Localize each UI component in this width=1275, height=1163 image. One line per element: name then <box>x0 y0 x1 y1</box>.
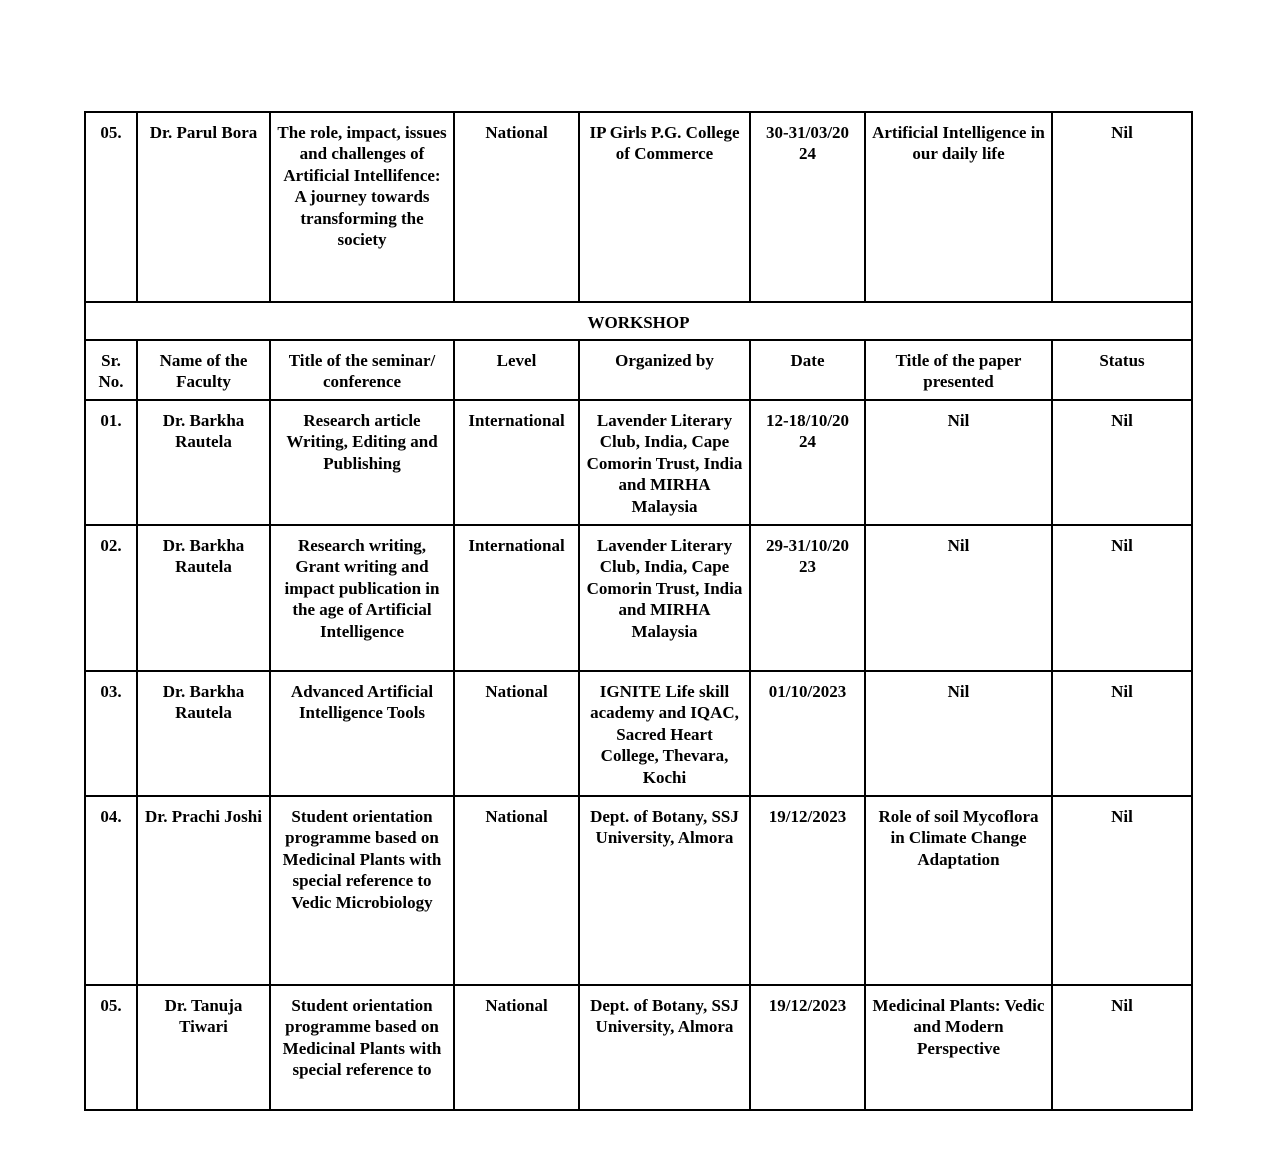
title-cell: Student orientation programme based on Medicinal Plants with special reference to Vedic Microbiology <box>270 796 454 985</box>
sr-no-cell: 01. <box>85 400 137 525</box>
faculty-cell: Dr. Parul Bora <box>137 112 270 302</box>
level-cell: National <box>454 112 579 302</box>
date-cell: 30-31/03/20 24 <box>750 112 865 302</box>
date-cell: 01/10/2023 <box>750 671 865 796</box>
paper-cell: Nil <box>865 400 1052 525</box>
header-date: Date <box>750 340 865 400</box>
paper-cell: Medicinal Plants: Vedic and Modern Perspective <box>865 985 1052 1110</box>
status-cell: Nil <box>1052 671 1192 796</box>
header-faculty: Name of the Faculty <box>137 340 270 400</box>
title-cell: Research article Writing, Editing and Publishing <box>270 400 454 525</box>
section-title: WORKSHOP <box>85 302 1192 340</box>
sr-no-cell: 04. <box>85 796 137 985</box>
sr-no-cell: 05. <box>85 985 137 1110</box>
header-level: Level <box>454 340 579 400</box>
faculty-cell: Dr. Barkha Rautela <box>137 400 270 525</box>
sr-no-cell: 03. <box>85 671 137 796</box>
table-row <box>85 525 1192 671</box>
header-paper: Title of the paper presented <box>865 340 1052 400</box>
faculty-cell: Dr. Barkha Rautela <box>137 525 270 671</box>
sr-no-cell: 02. <box>85 525 137 671</box>
organizer-cell: Dept. of Botany, SSJ University, Almora <box>579 985 750 1110</box>
date-cell: 19/12/2023 <box>750 796 865 985</box>
level-cell: International <box>454 400 579 525</box>
table-row <box>85 112 1192 302</box>
organizer-cell: IGNITE Life skill academy and IQAC, Sacred Heart College, Thevara, Kochi <box>579 671 750 796</box>
header-row <box>85 340 1192 400</box>
level-cell: National <box>454 985 579 1110</box>
status-cell: Nil <box>1052 112 1192 302</box>
status-cell: Nil <box>1052 400 1192 525</box>
date-cell: 19/12/2023 <box>750 985 865 1110</box>
organizer-cell: IP Girls P.G. College of Commerce <box>579 112 750 302</box>
header-status: Status <box>1052 340 1192 400</box>
date-cell: 12-18/10/20 24 <box>750 400 865 525</box>
paper-cell: Role of soil Mycoflora in Climate Change Adaptation <box>865 796 1052 985</box>
table-row <box>85 671 1192 796</box>
header-organized-by: Organized by <box>579 340 750 400</box>
level-cell: National <box>454 796 579 985</box>
paper-cell: Artificial Intelligence in our daily life <box>865 112 1052 302</box>
workshop-table <box>84 111 1193 1111</box>
table-row <box>85 796 1192 985</box>
status-cell: Nil <box>1052 525 1192 671</box>
title-cell: Student orientation programme based on Medicinal Plants with special reference to <box>270 985 454 1110</box>
status-cell: Nil <box>1052 796 1192 985</box>
paper-cell: Nil <box>865 671 1052 796</box>
level-cell: National <box>454 671 579 796</box>
table-row <box>85 400 1192 525</box>
paper-cell: Nil <box>865 525 1052 671</box>
title-cell: The role, impact, issues and challenges of Artificial Intellifence: A journey towards transforming the society <box>270 112 454 302</box>
section-row <box>85 302 1192 340</box>
status-cell: Nil <box>1052 985 1192 1110</box>
sr-no-cell: 05. <box>85 112 137 302</box>
level-cell: International <box>454 525 579 671</box>
organizer-cell: Lavender Literary Club, India, Cape Comorin Trust, India and MIRHA Malaysia <box>579 400 750 525</box>
faculty-cell: Dr. Tanuja Tiwari <box>137 985 270 1110</box>
faculty-cell: Dr. Prachi Joshi <box>137 796 270 985</box>
header-title: Title of the seminar/ conference <box>270 340 454 400</box>
faculty-cell: Dr. Barkha Rautela <box>137 671 270 796</box>
title-cell: Advanced Artificial Intelligence Tools <box>270 671 454 796</box>
organizer-cell: Lavender Literary Club, India, Cape Comorin Trust, India and MIRHA Malaysia <box>579 525 750 671</box>
table-row <box>85 985 1192 1110</box>
title-cell: Research writing, Grant writing and impact publication in the age of Artificial Intelligence <box>270 525 454 671</box>
date-cell: 29-31/10/20 23 <box>750 525 865 671</box>
organizer-cell: Dept. of Botany, SSJ University, Almora <box>579 796 750 985</box>
header-sr-no: Sr. No. <box>85 340 137 400</box>
